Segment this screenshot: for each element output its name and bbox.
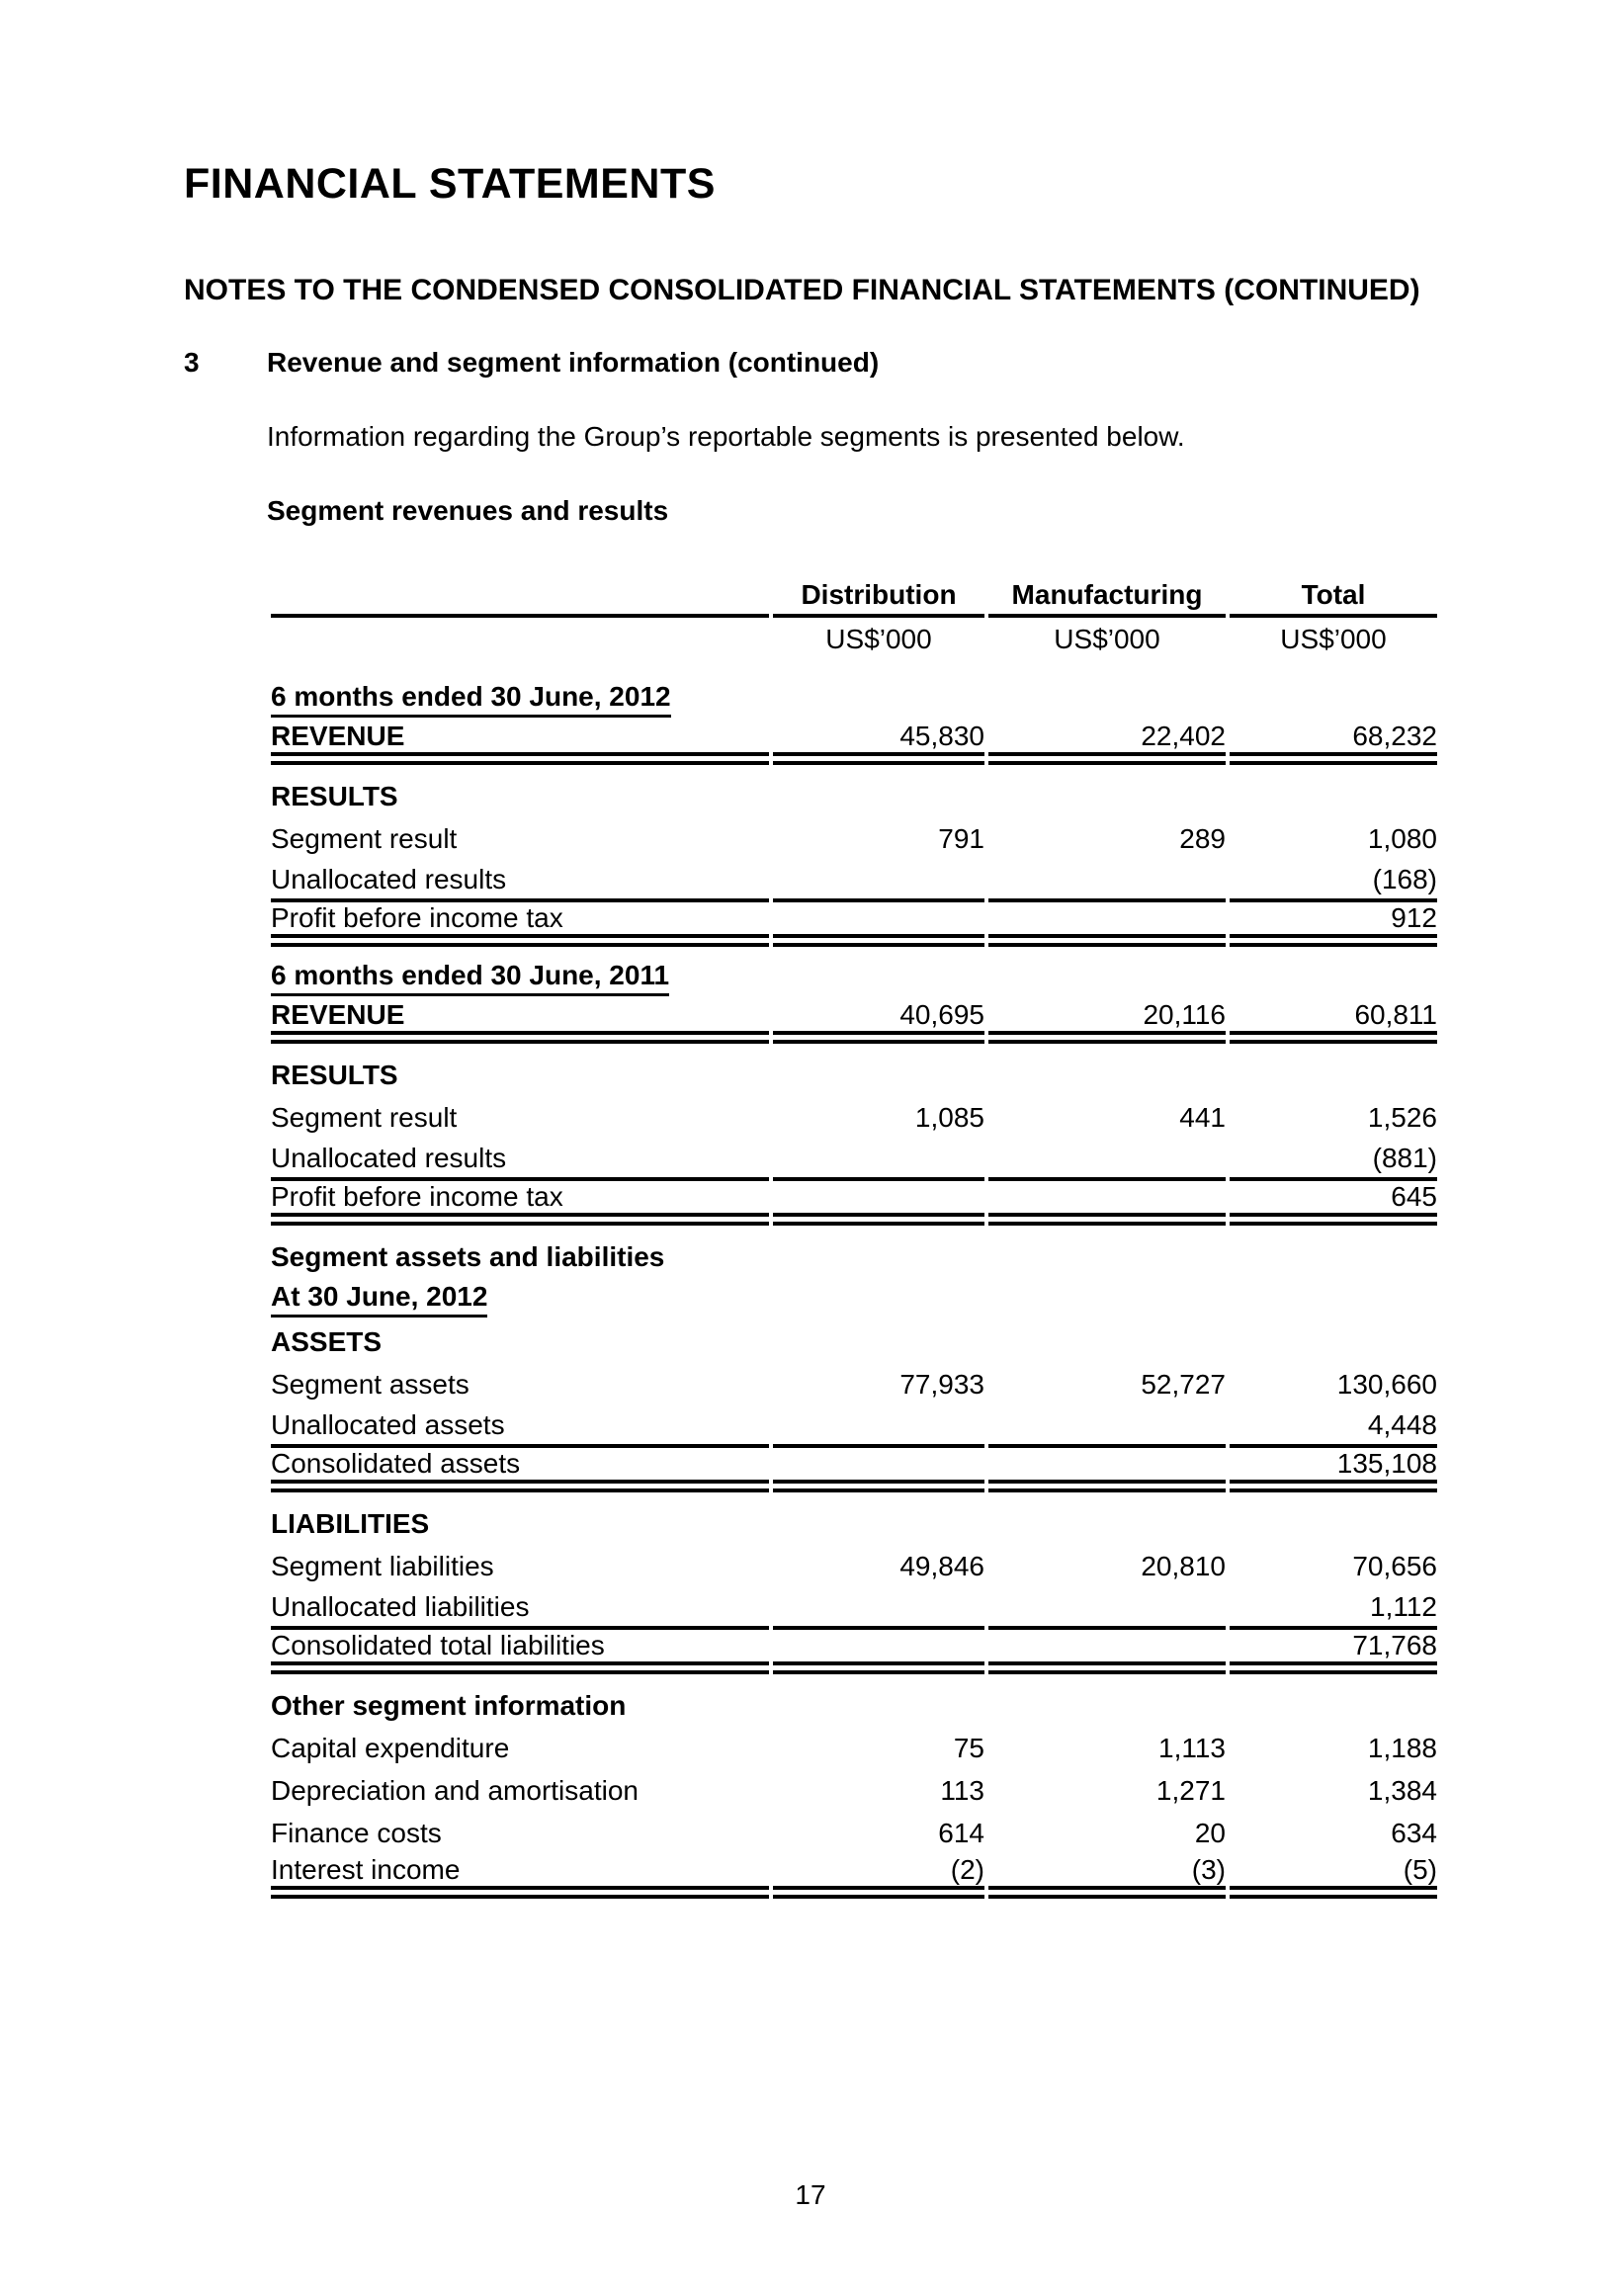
row-label: Interest income bbox=[271, 1854, 769, 1899]
cell-distribution: 1,085 bbox=[914, 1101, 984, 1133]
cell-distribution bbox=[773, 860, 984, 902]
cell-distribution bbox=[773, 1448, 984, 1492]
cell-total: 130,660 bbox=[1336, 1368, 1437, 1400]
section-heading-row bbox=[271, 1684, 1437, 1727]
cell-manufacturing bbox=[988, 902, 1226, 947]
cell-distribution: 45,830 bbox=[773, 721, 984, 765]
row-label: Finance costs bbox=[271, 1817, 442, 1848]
cell-distribution bbox=[773, 1139, 984, 1181]
cell-manufacturing: (3) bbox=[988, 1854, 1226, 1899]
cell-manufacturing bbox=[988, 1587, 1226, 1630]
period-2012-heading-cell bbox=[271, 678, 1437, 721]
cell-manufacturing: 20,116 bbox=[988, 999, 1226, 1044]
period-heading-row bbox=[271, 957, 1437, 999]
assets-liabilities-heading: Segment assets and liabilities bbox=[271, 1240, 665, 1272]
cell-distribution: 113 bbox=[940, 1774, 984, 1806]
table-row bbox=[271, 1854, 1437, 1899]
cell-distribution: 49,846 bbox=[899, 1550, 984, 1581]
column-header-total: Total bbox=[1230, 575, 1437, 618]
cell-total: 71,768 bbox=[1230, 1630, 1437, 1674]
spacer-row bbox=[271, 660, 1437, 678]
results-2011-heading: RESULTS bbox=[271, 1059, 398, 1090]
row-label: Consolidated assets bbox=[271, 1448, 769, 1492]
results-heading-row bbox=[271, 775, 1437, 817]
period-heading-row bbox=[271, 678, 1437, 721]
date-heading: At 30 June, 2012 bbox=[271, 1281, 487, 1318]
table-row bbox=[271, 1727, 1437, 1769]
cell-manufacturing: 1,271 bbox=[1155, 1774, 1226, 1806]
cell-distribution: (2) bbox=[773, 1854, 984, 1899]
unit-manufacturing: US$’000 bbox=[1054, 623, 1160, 654]
row-label: Capital expenditure bbox=[271, 1732, 510, 1763]
cell-manufacturing: 22,402 bbox=[988, 721, 1226, 765]
cell-total: (168) bbox=[1230, 860, 1437, 902]
cell-total: 912 bbox=[1230, 902, 1437, 947]
cell-total: 68,232 bbox=[1230, 721, 1437, 765]
row-label: Unallocated liabilities bbox=[271, 1587, 769, 1630]
cell-manufacturing bbox=[988, 1448, 1226, 1492]
row-label: Unallocated results bbox=[271, 1139, 769, 1181]
table-row bbox=[271, 1405, 1437, 1448]
cell-total: (881) bbox=[1230, 1139, 1437, 1181]
header-spacer-cell bbox=[271, 575, 769, 618]
cell-total: 1,526 bbox=[1367, 1101, 1437, 1133]
row-label: REVENUE bbox=[271, 999, 769, 1044]
cell-total: 1,112 bbox=[1230, 1587, 1437, 1630]
page-content bbox=[184, 158, 1469, 1899]
cell-manufacturing: 1,113 bbox=[1158, 1732, 1226, 1763]
unit-row bbox=[271, 618, 1437, 660]
table-row bbox=[271, 1587, 1437, 1630]
cell-total: (5) bbox=[1230, 1854, 1437, 1899]
column-header-manufacturing: Manufacturing bbox=[988, 575, 1226, 618]
cell-total: 1,188 bbox=[1367, 1732, 1437, 1763]
cell-distribution bbox=[773, 902, 984, 947]
row-label: Unallocated results bbox=[271, 860, 769, 902]
cell-total: 60,811 bbox=[1230, 999, 1437, 1044]
row-label: Profit before income tax bbox=[271, 1181, 769, 1226]
table-row bbox=[271, 1769, 1437, 1812]
section-heading bbox=[184, 346, 1469, 380]
cell-distribution bbox=[773, 1630, 984, 1674]
table-row bbox=[271, 1545, 1437, 1587]
table-row bbox=[271, 1448, 1437, 1492]
cell-manufacturing: 20 bbox=[1194, 1817, 1226, 1848]
cell-manufacturing bbox=[988, 1181, 1226, 1226]
cell-manufacturing: 441 bbox=[1179, 1101, 1226, 1133]
cell-distribution bbox=[773, 1587, 984, 1630]
cell-distribution bbox=[773, 1181, 984, 1226]
assets-heading: ASSETS bbox=[271, 1325, 383, 1357]
table-subheading: Segment revenues and results bbox=[267, 495, 669, 526]
spacer-row bbox=[271, 1492, 1437, 1502]
section-number: 3 bbox=[184, 347, 200, 378]
cell-distribution: 75 bbox=[953, 1732, 984, 1763]
cell-total: 1,080 bbox=[1367, 822, 1437, 854]
cell-distribution: 614 bbox=[938, 1817, 984, 1848]
page-title: FINANCIAL STATEMENTS bbox=[184, 160, 716, 208]
column-header-distribution: Distribution bbox=[773, 575, 984, 618]
unit-total: US$’000 bbox=[1280, 623, 1387, 654]
unit-spacer-cell bbox=[271, 618, 769, 660]
notes-heading: NOTES TO THE CONDENSED CONSOLIDATED FINANCIAL STATEMENTS (CONTINUED) bbox=[184, 274, 1420, 306]
unit-distribution: US$’000 bbox=[825, 623, 932, 654]
cell-manufacturing bbox=[988, 1139, 1226, 1181]
table-row bbox=[271, 817, 1437, 860]
spacer-row bbox=[271, 1226, 1437, 1235]
row-label: Segment result bbox=[271, 822, 458, 854]
cell-distribution: 77,933 bbox=[899, 1368, 984, 1400]
spacer-row bbox=[271, 1044, 1437, 1054]
table-row bbox=[271, 721, 1437, 765]
table-header-row bbox=[271, 575, 1437, 618]
section-heading-row bbox=[271, 1320, 1437, 1363]
table-row bbox=[271, 1096, 1437, 1139]
cell-manufacturing bbox=[988, 1630, 1226, 1674]
date-heading-cell bbox=[271, 1278, 1437, 1320]
spacer-row bbox=[271, 947, 1437, 957]
cell-manufacturing bbox=[988, 860, 1226, 902]
row-label: Segment liabilities bbox=[271, 1550, 494, 1581]
table-row bbox=[271, 902, 1437, 947]
row-label: Consolidated total liabilities bbox=[271, 1630, 769, 1674]
page-number: 17 bbox=[795, 2179, 826, 2210]
cell-total: 135,108 bbox=[1230, 1448, 1437, 1492]
cell-total: 1,384 bbox=[1367, 1774, 1437, 1806]
cell-total: 4,448 bbox=[1230, 1405, 1437, 1448]
cell-manufacturing: 52,727 bbox=[1141, 1368, 1226, 1400]
section-title: Revenue and segment information (continued) bbox=[267, 347, 880, 378]
liabilities-heading: LIABILITIES bbox=[271, 1507, 430, 1539]
section-heading-row bbox=[271, 1235, 1437, 1278]
cell-total: 70,656 bbox=[1352, 1550, 1437, 1581]
row-label: Depreciation and amortisation bbox=[271, 1774, 639, 1806]
row-label: Segment result bbox=[271, 1101, 458, 1133]
table-row bbox=[271, 860, 1437, 902]
cell-distribution: 791 bbox=[938, 822, 984, 854]
table-row bbox=[271, 1363, 1437, 1405]
row-label: Profit before income tax bbox=[271, 902, 769, 947]
segment-table bbox=[267, 575, 1441, 1899]
period-2011-heading: 6 months ended 30 June, 2011 bbox=[271, 960, 669, 996]
row-label: Segment assets bbox=[271, 1368, 469, 1400]
period-2011-heading-cell bbox=[271, 957, 1437, 999]
table-row bbox=[271, 1181, 1437, 1226]
cell-distribution: 40,695 bbox=[773, 999, 984, 1044]
other-heading: Other segment information bbox=[271, 1689, 627, 1721]
section-heading-row bbox=[271, 1278, 1437, 1320]
table-row bbox=[271, 1139, 1437, 1181]
spacer-row bbox=[271, 765, 1437, 775]
section-heading-row bbox=[271, 1502, 1437, 1545]
period-2012-heading: 6 months ended 30 June, 2012 bbox=[271, 681, 671, 718]
cell-total: 645 bbox=[1230, 1181, 1437, 1226]
intro-text: Information regarding the Group’s reportable segments is presented below. bbox=[267, 421, 1185, 452]
table-row bbox=[271, 999, 1437, 1044]
spacer-row bbox=[271, 1674, 1437, 1684]
results-2012-heading: RESULTS bbox=[271, 780, 398, 811]
row-label: REVENUE bbox=[271, 721, 769, 765]
cell-manufacturing bbox=[988, 1405, 1226, 1448]
cell-manufacturing: 289 bbox=[1179, 822, 1226, 854]
cell-total: 634 bbox=[1391, 1817, 1437, 1848]
row-label: Unallocated assets bbox=[271, 1405, 769, 1448]
table-row bbox=[271, 1812, 1437, 1854]
table-row bbox=[271, 1630, 1437, 1674]
results-heading-row bbox=[271, 1054, 1437, 1096]
cell-manufacturing: 20,810 bbox=[1141, 1550, 1226, 1581]
cell-distribution bbox=[773, 1405, 984, 1448]
